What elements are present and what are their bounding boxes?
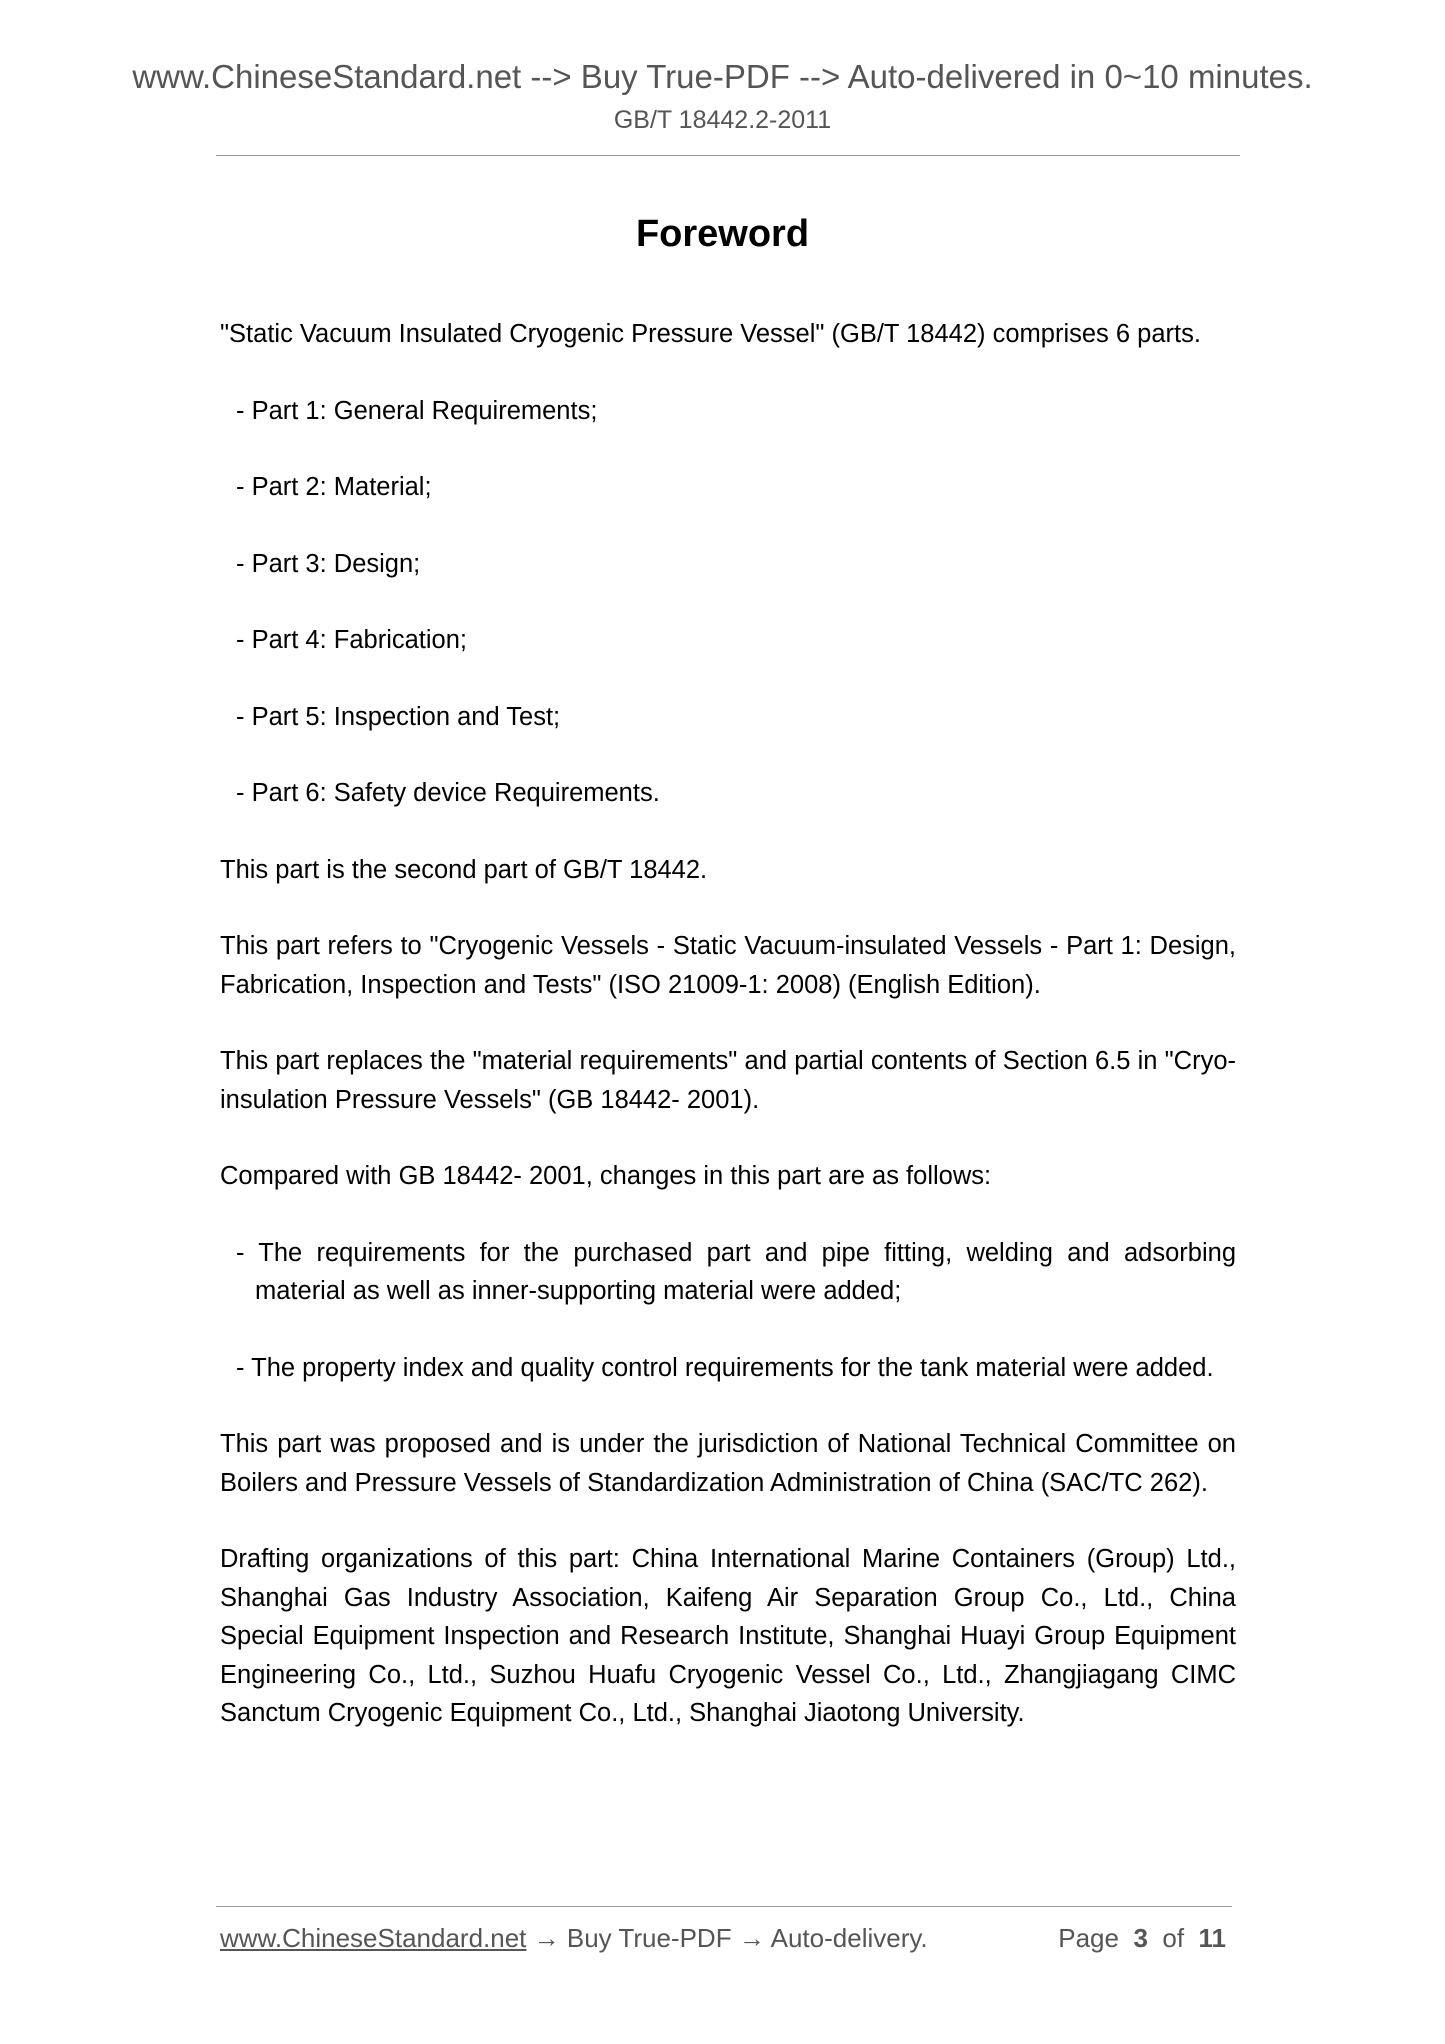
drafting-paragraph: Drafting organizations of this part: China International Marine Containers (Group) Ltd., Shanghai Gas Industry Association, Kaifeng Air Separation Group Co., Ltd., China Special Equipment Inspection and Research Institute, Shanghai Huayi Group Equipment Engineering Co., Ltd., Suzhou Huafu Cryogenic Vessel Co., Ltd., Zhangjiagang CIMC Sanctum Cryogenic Equipment Co., Ltd., Shanghai Jiaotong University. (220, 1545, 1236, 1727)
header-divider (216, 155, 1240, 156)
arrow-right-icon: → (533, 1923, 560, 1953)
arrow-right-icon: → (738, 1923, 765, 1953)
footer-promo (220, 1923, 928, 1954)
page-total: 11 (1198, 1923, 1226, 1953)
delivery-text: Auto-delivery. (770, 1923, 928, 1953)
standard-number: GB/T 18442.2-2011 (613, 106, 832, 134)
page-number (1058, 1923, 1226, 1954)
page-of: of (1162, 1923, 1185, 1953)
buy-text: Buy True-PDF (566, 1923, 732, 1953)
page-title: Foreword (635, 213, 810, 255)
refers-paragraph: This part refers to "Cryogenic Vessels - Static Vacuum-insulated Vessels - Part 1: Design, Fabrication, Inspection and Tests" (ISO 21009-1: 2008) (English Edition). (220, 932, 1236, 999)
part-list-item: - Part 2: Material; (236, 473, 432, 501)
part-list-item: - Part 1: General Requirements; (236, 396, 598, 425)
part-list-item: - Part 3: Design; (236, 549, 421, 578)
part-list-item: - Part 6: Safety device Requirements. (236, 779, 660, 807)
intro-paragraph: "Static Vacuum Insulated Cryogenic Pressure Vessel" (GB/T 18442) comprises 6 parts. (220, 320, 1201, 348)
part-list-item: - Part 4: Fabrication; (236, 626, 468, 654)
compared-paragraph: Compared with GB 18442- 2001, changes in this part are as follows: (220, 1162, 992, 1190)
footer-divider (216, 1906, 1232, 1907)
document-body (220, 315, 1236, 1771)
change-list-item: - The requirements for the purchased part and pipe fitting, welding and adsorbing material as well as inner-supporting material were added; (236, 1238, 1236, 1305)
part-list-item: - Part 5: Inspection and Test; (236, 702, 561, 731)
page-label: Page (1058, 1923, 1119, 1953)
page-current: 3 (1133, 1923, 1148, 1953)
website-link[interactable]: www.ChineseStandard.net (220, 1923, 527, 1953)
replaces-paragraph: This part replaces the "material requirements" and partial contents of Section 6.5 in "Cryo-insulation Pressure Vessels" (GB 18442- 2001). (220, 1047, 1236, 1114)
second-part-paragraph: This part is the second part of GB/T 18442. (220, 855, 708, 884)
header-banner: www.ChineseStandard.net --> Buy True-PDF --> Auto-delivered in 0~10 minutes. (132, 58, 1313, 95)
proposed-paragraph: This part was proposed and is under the jurisdiction of National Technical Committee on Boilers and Pressure Vessels of Standardization Administration of China (SAC/TC 262). (220, 1430, 1236, 1497)
change-list-item: - The property index and quality control requirements for the tank material were added. (236, 1353, 1214, 1382)
